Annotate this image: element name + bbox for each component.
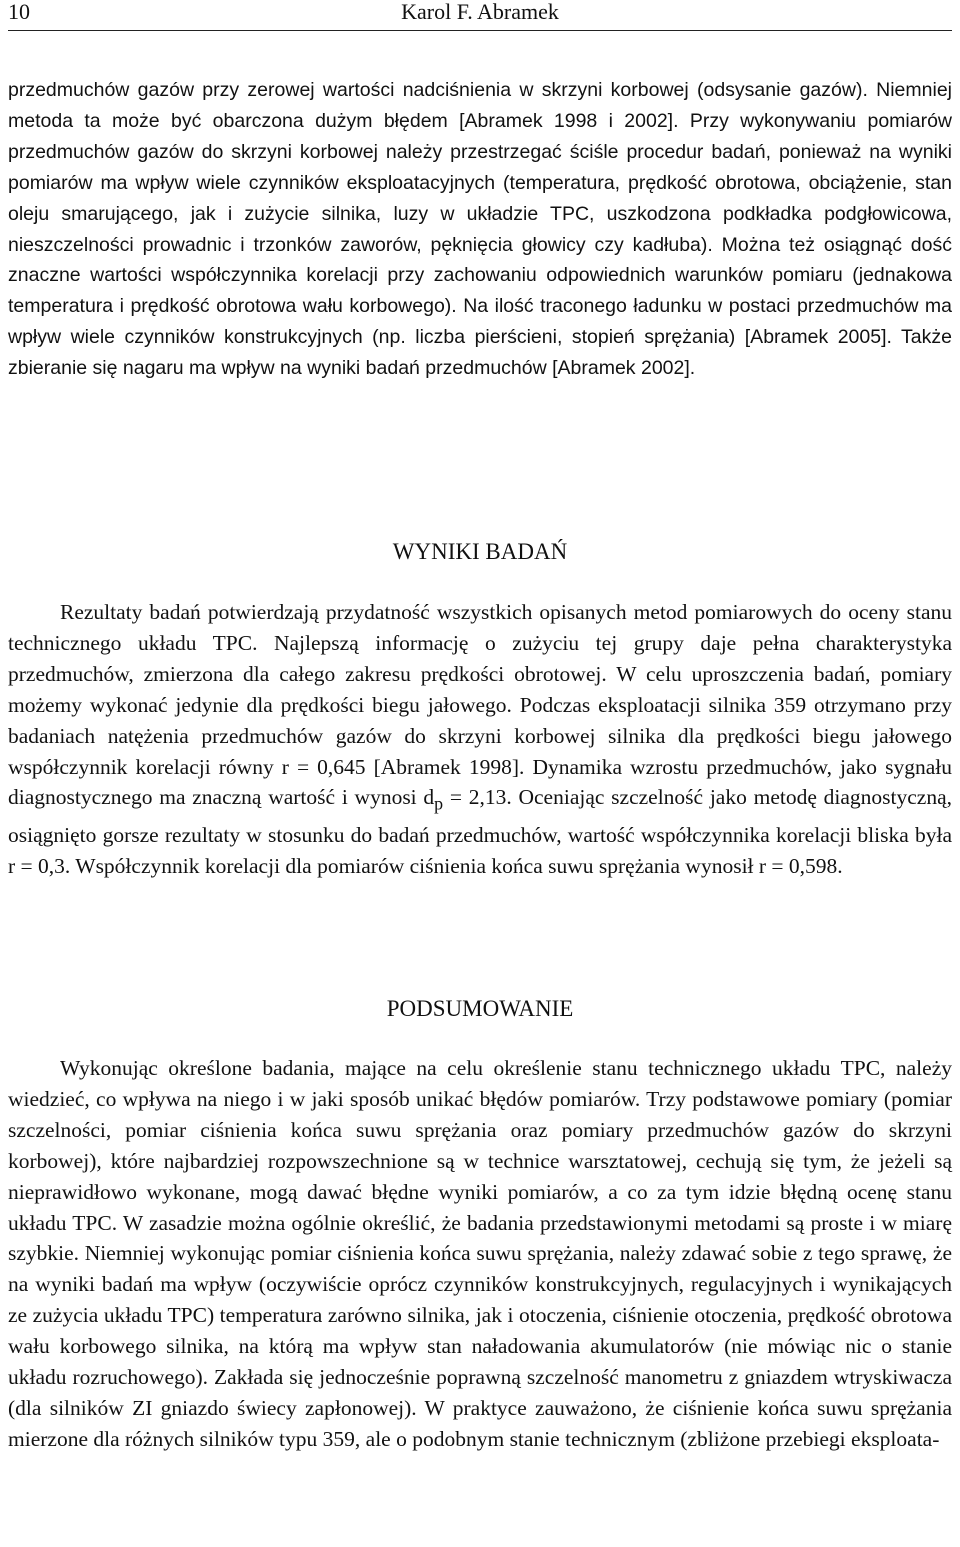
section-heading-results: WYNIKI BADAŃ bbox=[392, 539, 568, 564]
paragraph-blowby-measurement: przedmuchów gazów przy zerowej wartości nadciśnienia w skrzyni korbowej (odsysanie gazów). Niemniej metoda ta może być obarczona dużym błędem [Abramek 1998 i 2002]. Przy wykonywaniu pomiarów przedmuchów gazów do skrzyni korbowej należy przestrzegać ściśle procedur badań, ponieważ na wyniki pomiarów ma wpływ wiele czynników eksploatacyjnych (temperatura, prędkość obrotowa, obciążenie, stan oleju smarującego, jak i zużycie silnika, luzy w układzie TPC, uszkodzona podkładka podgłowicowa, nieszczelności prowadnic i trzonków zaworów, pęknięcia głowicy czy kadłuba). Można też osiągnąć dość znaczne wartości współczynnika korelacji przy zachowaniu odpowiednich warunków pomiaru (jednakowa temperatura i prędkość obrotowa wału korbowego). Na ilość traconego ładunku w postaci przedmuchów ma wpływ wiele czynników konstrukcyjnych (np. liczba pierścieni, stopień sprężania) [Abramek 2005]. Także zbieranie się nagaru ma wpływ na wyniki badań przedmuchów [Abramek 2002]. bbox=[8, 79, 952, 380]
page-number: 10 bbox=[8, 0, 30, 24]
paragraph-results-text-b: = 2,13. Oceniając szczelność jako metodę diagnostyczną, osiągnięto gorsze rezultaty w stosunku do badań przedmuchów, wartość współczynnika korelacji bliska była r = 0,3. Współczynnik korelacji dla pomiarów ciśnienia końca suwu sprężania wynosił r = 0,598. bbox=[8, 785, 952, 878]
running-head: Karol F. Abramek bbox=[401, 0, 559, 24]
section-heading-summary: PODSUMOWANIE bbox=[386, 996, 574, 1021]
paragraph-results bbox=[8, 597, 952, 881]
paragraph-results-text-a: Rezultaty badań potwierdzają przydatność wszystkich opisanych metod pomiarowych do oceny stanu technicznego układu TPC. Najlepszą informację o zużyciu tej grupy daje pełna charakterystyka przedmuchów, zmierzona dla całego zakresu prędkości obrotowej. W celu uproszczenia badań, pomiary możemy wykonać jedynie dla prędkości biegu jałowego. Podczas eksploatacji silnika 359 otrzymano przy badaniach natężenia przedmuchów gazów do skrzyni korbowej silnika dla prędkości biegu jałowego współczynnik korelacji równy r = 0,645 [Abramek 1998]. Dynamika wzrostu przedmuchów, jako sygnału diagnostycznego ma znaczną wartość i wynosi d bbox=[8, 600, 952, 810]
subscript-p: p bbox=[434, 793, 444, 814]
paragraph-summary: Wykonując określone badania, mające na celu określenie stanu technicznego układu TPC, należy wiedzieć, co wpływa na niego i w jaki sposób unikać błędów pomiarów. Trzy podstawowe pomiary (pomiar szczelności, pomiar ciśnienia końca suwu sprężania oraz pomiary przedmuchów gazów do skrzyni korbowej), które najbardziej rozpowszechnione są w technice warsztatowej, cechują się tym, że jeżeli są nieprawidłowo wykonane, mogą dawać błędne wyniki pomiarów, a co za tym idzie błędną ocenę stanu układu TPC. W zasadzie można ogólnie określić, że badania przedstawionymi metodami są proste i w miarę szybkie. Niemniej wykonując pomiar ciśnienia końca suwu sprężania, należy zdawać sobie z tego sprawę, że na wyniki badań ma wpływ (oczywiście oprócz czynników konstrukcyjnych, regulacyjnych i wynikających ze zużycia układu TPC) temperatura zarówno silnika, jak i otoczenia, ciśnienie otoczenia, prędkość obrotowa wału korbowego silnika, na którą ma wpływ stan naładowania akumulatorów (nie mówiąc nic o stanie układu rozruchowego). Zakłada się jednocześnie poprawną szczelność manometru z gniazdem wtryskiwacza (dla silników ZI gniazdo świecy zapłonowej). W praktyce zauważono, że ciśnienie końca suwu sprężania mierzone dla różnych silników typu 359, ale o podobnym stanie technicznym (zbliżone przebiegi eksploata- bbox=[8, 1056, 952, 1451]
page-header bbox=[8, 0, 952, 31]
